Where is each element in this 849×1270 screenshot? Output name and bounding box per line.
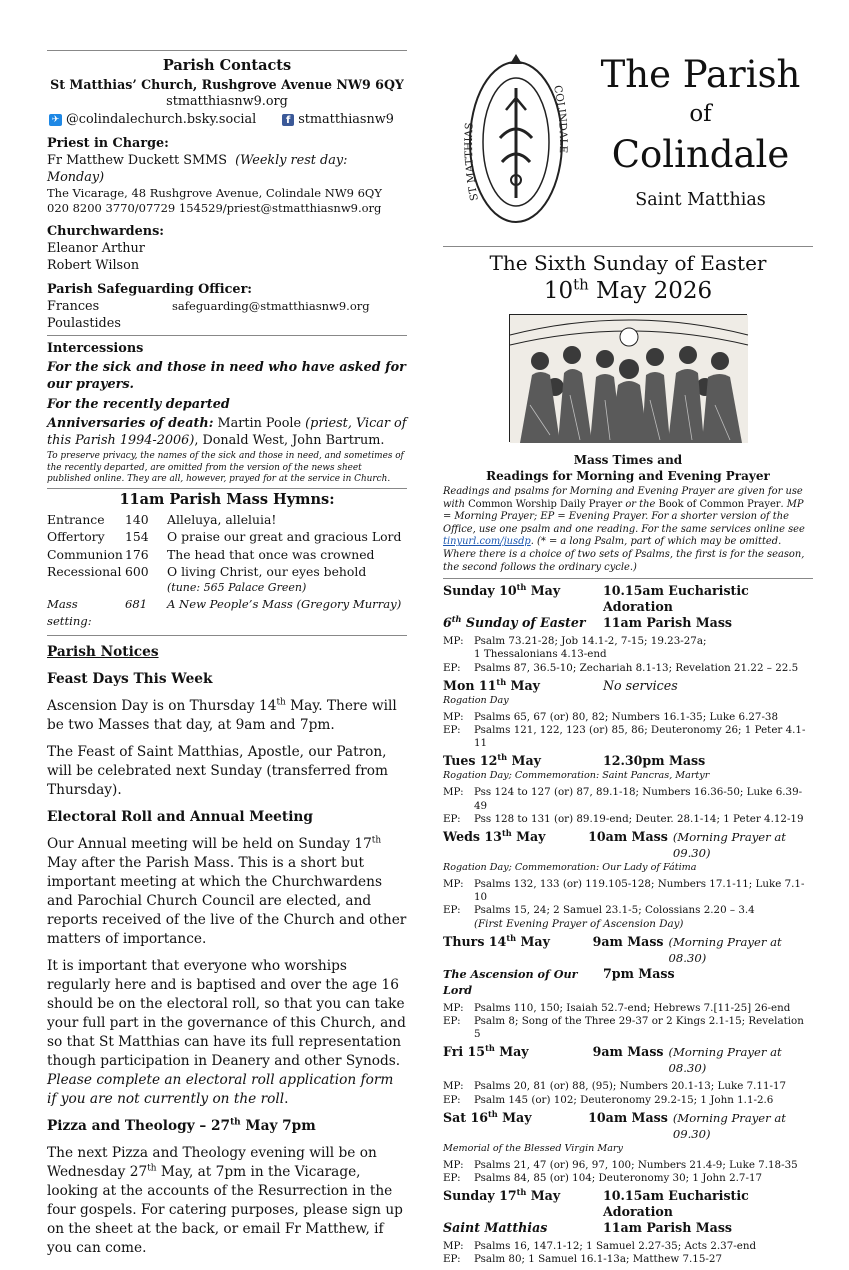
day-entry (443, 829, 813, 931)
mp-label: MP: (443, 1001, 464, 1014)
hymn-title: O praise our great and gracious Lord (167, 529, 402, 544)
reading-text: Psalm 73.21-28; Job 14.1-2, 7-15; 19.23-27a; (474, 635, 707, 648)
intercessions-heading: Intercessions (47, 341, 144, 356)
reading-text: Pss 128 to 131 (or) 89.19-end; Deuter. 28.1-14; 1 Peter 4.12-19 (474, 812, 804, 825)
reading-text: Psalms 20, 81 (or) 88, (95); Numbers 20.1-13; Luke 7.11-17 (474, 1080, 787, 1093)
hymns-heading: 11am Parish Mass Hymns: (119, 490, 335, 508)
day-name: Thurs 14th May (443, 932, 550, 949)
priest-restday: (Weekly rest day: Monday) (47, 153, 348, 185)
mp-label: MP: (443, 1240, 464, 1253)
anniversaries: Anniversaries of death: Martin Poole (priest, Vicar of this Parish 1994-2006), Donald West, John Bartrum. (47, 416, 407, 448)
mass-note: (Morning Prayer at 08.30) (668, 1045, 782, 1076)
svg-text:ST MATTHIAS: ST MATTHIAS (462, 122, 481, 202)
title-line: of (689, 101, 712, 127)
title-line: Colindale (611, 133, 790, 176)
reading-text: Psalms 21, 47 (or) 96, 97, 100; Numbers 21.4-9; Luke 7.18-35 (474, 1158, 798, 1171)
mp-reading-cont (443, 648, 813, 661)
readings-heading: Mass Times and (573, 453, 683, 467)
divider (47, 488, 407, 489)
day-name: Mon 11th May (443, 676, 540, 693)
day-name: Sat 16th May (443, 1108, 532, 1125)
reading-text: Psalms 87, 36.5-10; Zechariah 8.1-13; Revelation 21.22 – 22.5 (474, 661, 799, 674)
privacy-note: To preserve privacy, the names of the sick and those in need, and sometimes of the recently departed, are omitted from the version of the news sheet published online. They are all, however, prayed for at the service in Church. (47, 451, 404, 484)
hymn-row (47, 511, 407, 529)
sunday-name: The Sixth Sunday of Easter (489, 251, 767, 275)
daily-readings (443, 583, 813, 1266)
mass-time: 7pm Mass (603, 965, 675, 981)
reading-text: Psalms 84, 85 (or) 104; Deuteronomy 30; 1 John 2.7-17 (474, 1172, 763, 1185)
reading-text: Psalms 16, 147.1-12; 1 Samuel 2.27-35; Acts 2.37-end (474, 1240, 757, 1253)
tinyurl-link[interactable]: tinyurl.com/jusdp (443, 536, 531, 548)
mp-label: MP: (443, 877, 464, 890)
reading-text: 1 Thessalonians 4.13-end (474, 648, 607, 661)
bluesky-icon: ✈ (49, 114, 62, 126)
ep-reading (443, 1253, 813, 1266)
roll-heading: Electoral Roll and Annual Meeting (47, 808, 313, 825)
hymn-part: Communion (47, 546, 123, 562)
mass-time: 9am Mass (592, 933, 664, 949)
reading-text: Psalms 15, 24; 2 Samuel 23.1-5; Colossians 2.20 – 3.4 (474, 904, 755, 917)
day-title: The Ascension of Our Lord (443, 966, 578, 997)
day-note: Rogation Day; Commemoration: Our Lady of Fátima (443, 861, 697, 873)
reading-text: Psalms 65, 67 (or) 80, 82; Numbers 16.1-35; Luke 6.27-38 (474, 710, 779, 723)
mass-time: 10am Mass (588, 828, 668, 844)
hymn-row (47, 528, 407, 546)
feast-heading: Feast Days This Week (47, 670, 213, 687)
day-name: Weds 13th May (443, 827, 546, 844)
parish-seal-logo (443, 50, 588, 240)
mp-reading (443, 1240, 813, 1253)
title-subline: Saint Matthias (635, 190, 766, 210)
mass-setting-title: A New People’s Mass (Gregory Murray) (167, 596, 402, 611)
day-note: Rogation Day (443, 694, 509, 706)
mp-reading (443, 1002, 813, 1015)
church-address: St Matthias’ Church, Rushgrove Avenue NW9 6QY (50, 77, 404, 92)
feast-paragraph: The Feast of Saint Matthias, Apostle, our Patron, will be celebrated next Sunday (transferred from Thursday). (47, 743, 389, 798)
hymn-num: 140 (125, 511, 149, 527)
ep-label: EP: (443, 1015, 461, 1027)
notices-heading: Parish Notices (47, 643, 159, 660)
day-name: Sunday 10th May (443, 581, 561, 599)
mass-setting-number: 681 (125, 596, 148, 611)
parish-notices (47, 643, 407, 1258)
divider (47, 635, 407, 636)
facebook-handle[interactable]: stmatthiasnw9 (298, 112, 394, 127)
mass-note: (Morning Prayer at 09.30) (672, 829, 786, 860)
mass-time: 10am Mass (588, 1109, 668, 1125)
svg-text:COLINDALE: COLINDALE (550, 84, 569, 154)
mp-reading (443, 711, 813, 724)
roll-paragraph: It is important that everyone who worships regularly here and is baptised and over the age 16 should be on the electoral roll, so that you can take your full part in the governance of this Church, and so that St Matthias can have its full representation though participation in Deanery and other Synods. Please complete an electoral roll application form if you are not currently on the roll. (47, 957, 406, 1107)
mass-note: (Morning Prayer at 08.30) (668, 934, 782, 965)
day-entry (443, 678, 813, 751)
ep-label: EP: (443, 1253, 461, 1266)
day-entry (443, 583, 813, 675)
reading-text: Psalm 145 (or) 102; Deuteronomy 29.2-15; 1 John 1.1-2.6 (474, 1093, 774, 1106)
seal-icon (456, 50, 576, 230)
intercessions-departed: For the recently departed (47, 397, 230, 412)
divider (47, 335, 407, 336)
mass-time: 9am Mass (592, 1044, 664, 1060)
day-entry (443, 1188, 813, 1266)
facebook-icon: f (282, 114, 294, 126)
reading-text: Pss 124 to 127 (or) 87, 89.1-18; Numbers 16.36-50; Luke 6.39-49 (474, 786, 803, 812)
priest-label: Priest in Charge: (47, 136, 169, 151)
mass-time: No services (603, 677, 678, 693)
day-title: Saint Matthias (443, 1220, 548, 1236)
priest-name: Fr Matthew Duckett SMMS (47, 153, 228, 168)
ep-reading (443, 724, 813, 750)
pizza-heading: Pizza and Theology – 27th May 7pm (47, 1116, 316, 1134)
reading-text: Psalm 80; 1 Samuel 16.1-13a; Matthew 7.15-27 (474, 1253, 722, 1266)
phone-email[interactable]: 020 8200 3770/07729 154529/priest@stmatthiasnw9.org (47, 201, 382, 215)
contacts-heading: Parish Contacts (162, 57, 292, 74)
feast-paragraph: Ascension Day is on Thursday 14th May. There will be two Masses that day, at 9am and 7pm. (47, 696, 397, 733)
divider (47, 50, 407, 51)
hymn-part: Offertory (47, 529, 105, 544)
left-column (47, 50, 407, 1266)
mp-reading (443, 1159, 813, 1172)
mass-time: 10.15am Eucharistic Adoration (603, 1188, 749, 1220)
website-link[interactable]: stmatthiasnw9.org (166, 94, 288, 109)
pentecost-woodcut-image (509, 314, 747, 442)
mp-label: MP: (443, 710, 464, 723)
readings-heading: Readings for Morning and Evening Prayer (486, 469, 770, 483)
ep-label: EP: (443, 904, 461, 917)
warden-name: Eleanor Arthur (47, 241, 145, 256)
divider (443, 246, 813, 247)
ep-reading (443, 813, 813, 826)
hymn-title: The head that once was crowned (167, 546, 375, 562)
mass-setting-label: Mass setting: (47, 596, 92, 628)
mp-label: MP: (443, 786, 464, 799)
warden-name: Robert Wilson (47, 258, 140, 273)
ep-label: EP: (443, 812, 461, 825)
title-line: The Parish (600, 53, 801, 96)
reading-text: (First Evening Prayer of Ascension Day) (474, 917, 684, 930)
ep-label: EP: (443, 723, 461, 736)
day-note: Memorial of the Blessed Virgin Mary (443, 1142, 623, 1154)
day-name: Sunday 17th May (443, 1187, 561, 1204)
wardens-label: Churchwardens: (47, 224, 165, 239)
ep-reading (443, 1172, 813, 1185)
tune-note: (tune: 565 Palace Green) (167, 580, 307, 594)
ep-reading (443, 1015, 813, 1041)
safeguarding-name: Frances Poulastides (47, 299, 121, 331)
mass-time: 11am Parish Mass (603, 1220, 733, 1236)
hymn-num: 154 (125, 529, 149, 544)
safeguarding-label: Parish Safeguarding Officer: (47, 282, 253, 297)
day-entry (443, 753, 813, 826)
hymn-title: O living Christ, our eyes behold (167, 564, 367, 579)
ep-reading (443, 904, 813, 917)
readings-intro: Readings and psalms for Morning and Evening Prayer are given for use with Common Worship Daily Prayer or the Book of Common Prayer. MP = Morning Prayer; EP = Evening Prayer. For a shorter version of the Office, use one psalm and one reading. For the same services online see tinyurl.com/jusdp. (* = a long Psalm, part of which may be omitted. Where there is a choice of two sets of Psalms, the first is for the season, the second follows the ordinary cycle.) (443, 486, 805, 573)
day-note: Rogation Day; Commemoration: Saint Pancras, Martyr (443, 770, 710, 782)
ep-reading (443, 662, 813, 675)
ep-reading (443, 1094, 813, 1107)
vicarage-address: The Vicarage, 48 Rushgrove Avenue, Colindale NW9 6QY (47, 186, 382, 200)
masthead-title (588, 50, 813, 240)
ep-reading-cont (443, 918, 813, 931)
mp-reading (443, 786, 813, 812)
hymn-row (47, 563, 407, 581)
mp-label: MP: (443, 635, 464, 648)
reading-text: Psalm 8; Song of the Three 29-37 or 2 Kings 2.1-15; Revelation 5 (474, 1015, 804, 1041)
mp-reading (443, 1080, 813, 1093)
bluesky-handle[interactable]: @colindalechurch.bsky.social (66, 112, 257, 127)
sunday-date: 10th May 2026 (543, 275, 713, 304)
reading-text: Psalms 110, 150; Isaiah 52.7-end; Hebrews 7.[11-25] 26-end (474, 1001, 791, 1014)
hymn-list (47, 511, 407, 581)
day-entry (443, 1044, 813, 1106)
reading-text: Psalms 121, 122, 123 (or) 85, 86; Deuteronomy 26; 1 Peter 4.1-11 (474, 723, 806, 750)
hymn-num: 176 (125, 546, 149, 562)
day-name: Tues 12th May (443, 752, 541, 769)
hymn-title: Alleluya, alleluia! (167, 511, 277, 527)
day-name: Fri 15th May (443, 1043, 529, 1060)
hymn-num: 600 (125, 564, 149, 579)
mp-reading (443, 878, 813, 904)
mass-time: 12.30pm Mass (603, 753, 706, 769)
ep-label: EP: (443, 1172, 461, 1185)
safeguarding-email[interactable]: safeguarding@stmatthiasnw9.org (172, 299, 370, 313)
day-entry (443, 934, 813, 1042)
pizza-paragraph: The next Pizza and Theology evening will be on Wednesday 27th May, at 7pm in the Vicarage, looking at the accounts of the Resurrection in the four gospels. For catering purposes, please sign up on the sheet at the back, or email Fr Matthew, if you can come. (47, 1144, 403, 1256)
ep-label: EP: (443, 1093, 461, 1106)
mp-label: MP: (443, 1158, 464, 1171)
mass-time: 11am Parish Mass (603, 615, 733, 631)
day-title: 6th Sunday of Easter (443, 613, 586, 631)
reading-text: Psalms 132, 133 (or) 119.105-128; Numbers 17.1-11; Luke 7.1-10 (474, 877, 805, 904)
hymn-row (47, 546, 407, 564)
roll-paragraph: Our Annual meeting will be held on Sunday 17th May after the Parish Mass. This is a short but important meeting at which the Churchwardens and Parochial Church Council are elected, and reports received of the live of the Church and other matters of importance. (47, 834, 407, 947)
ep-label: EP: (443, 661, 461, 674)
hymn-part: Recessional (47, 564, 122, 579)
mass-note: (Morning Prayer at 09.30) (672, 1110, 786, 1141)
mass-time: 10.15am Eucharistic Adoration (603, 583, 749, 615)
day-entry (443, 1110, 813, 1185)
mp-label: MP: (443, 1080, 464, 1093)
divider (443, 578, 813, 579)
intercessions-sick: For the sick and those in need who have asked for our prayers. (47, 360, 406, 392)
mp-reading (443, 635, 813, 648)
hymn-part: Entrance (47, 511, 105, 527)
right-column (443, 50, 813, 1270)
